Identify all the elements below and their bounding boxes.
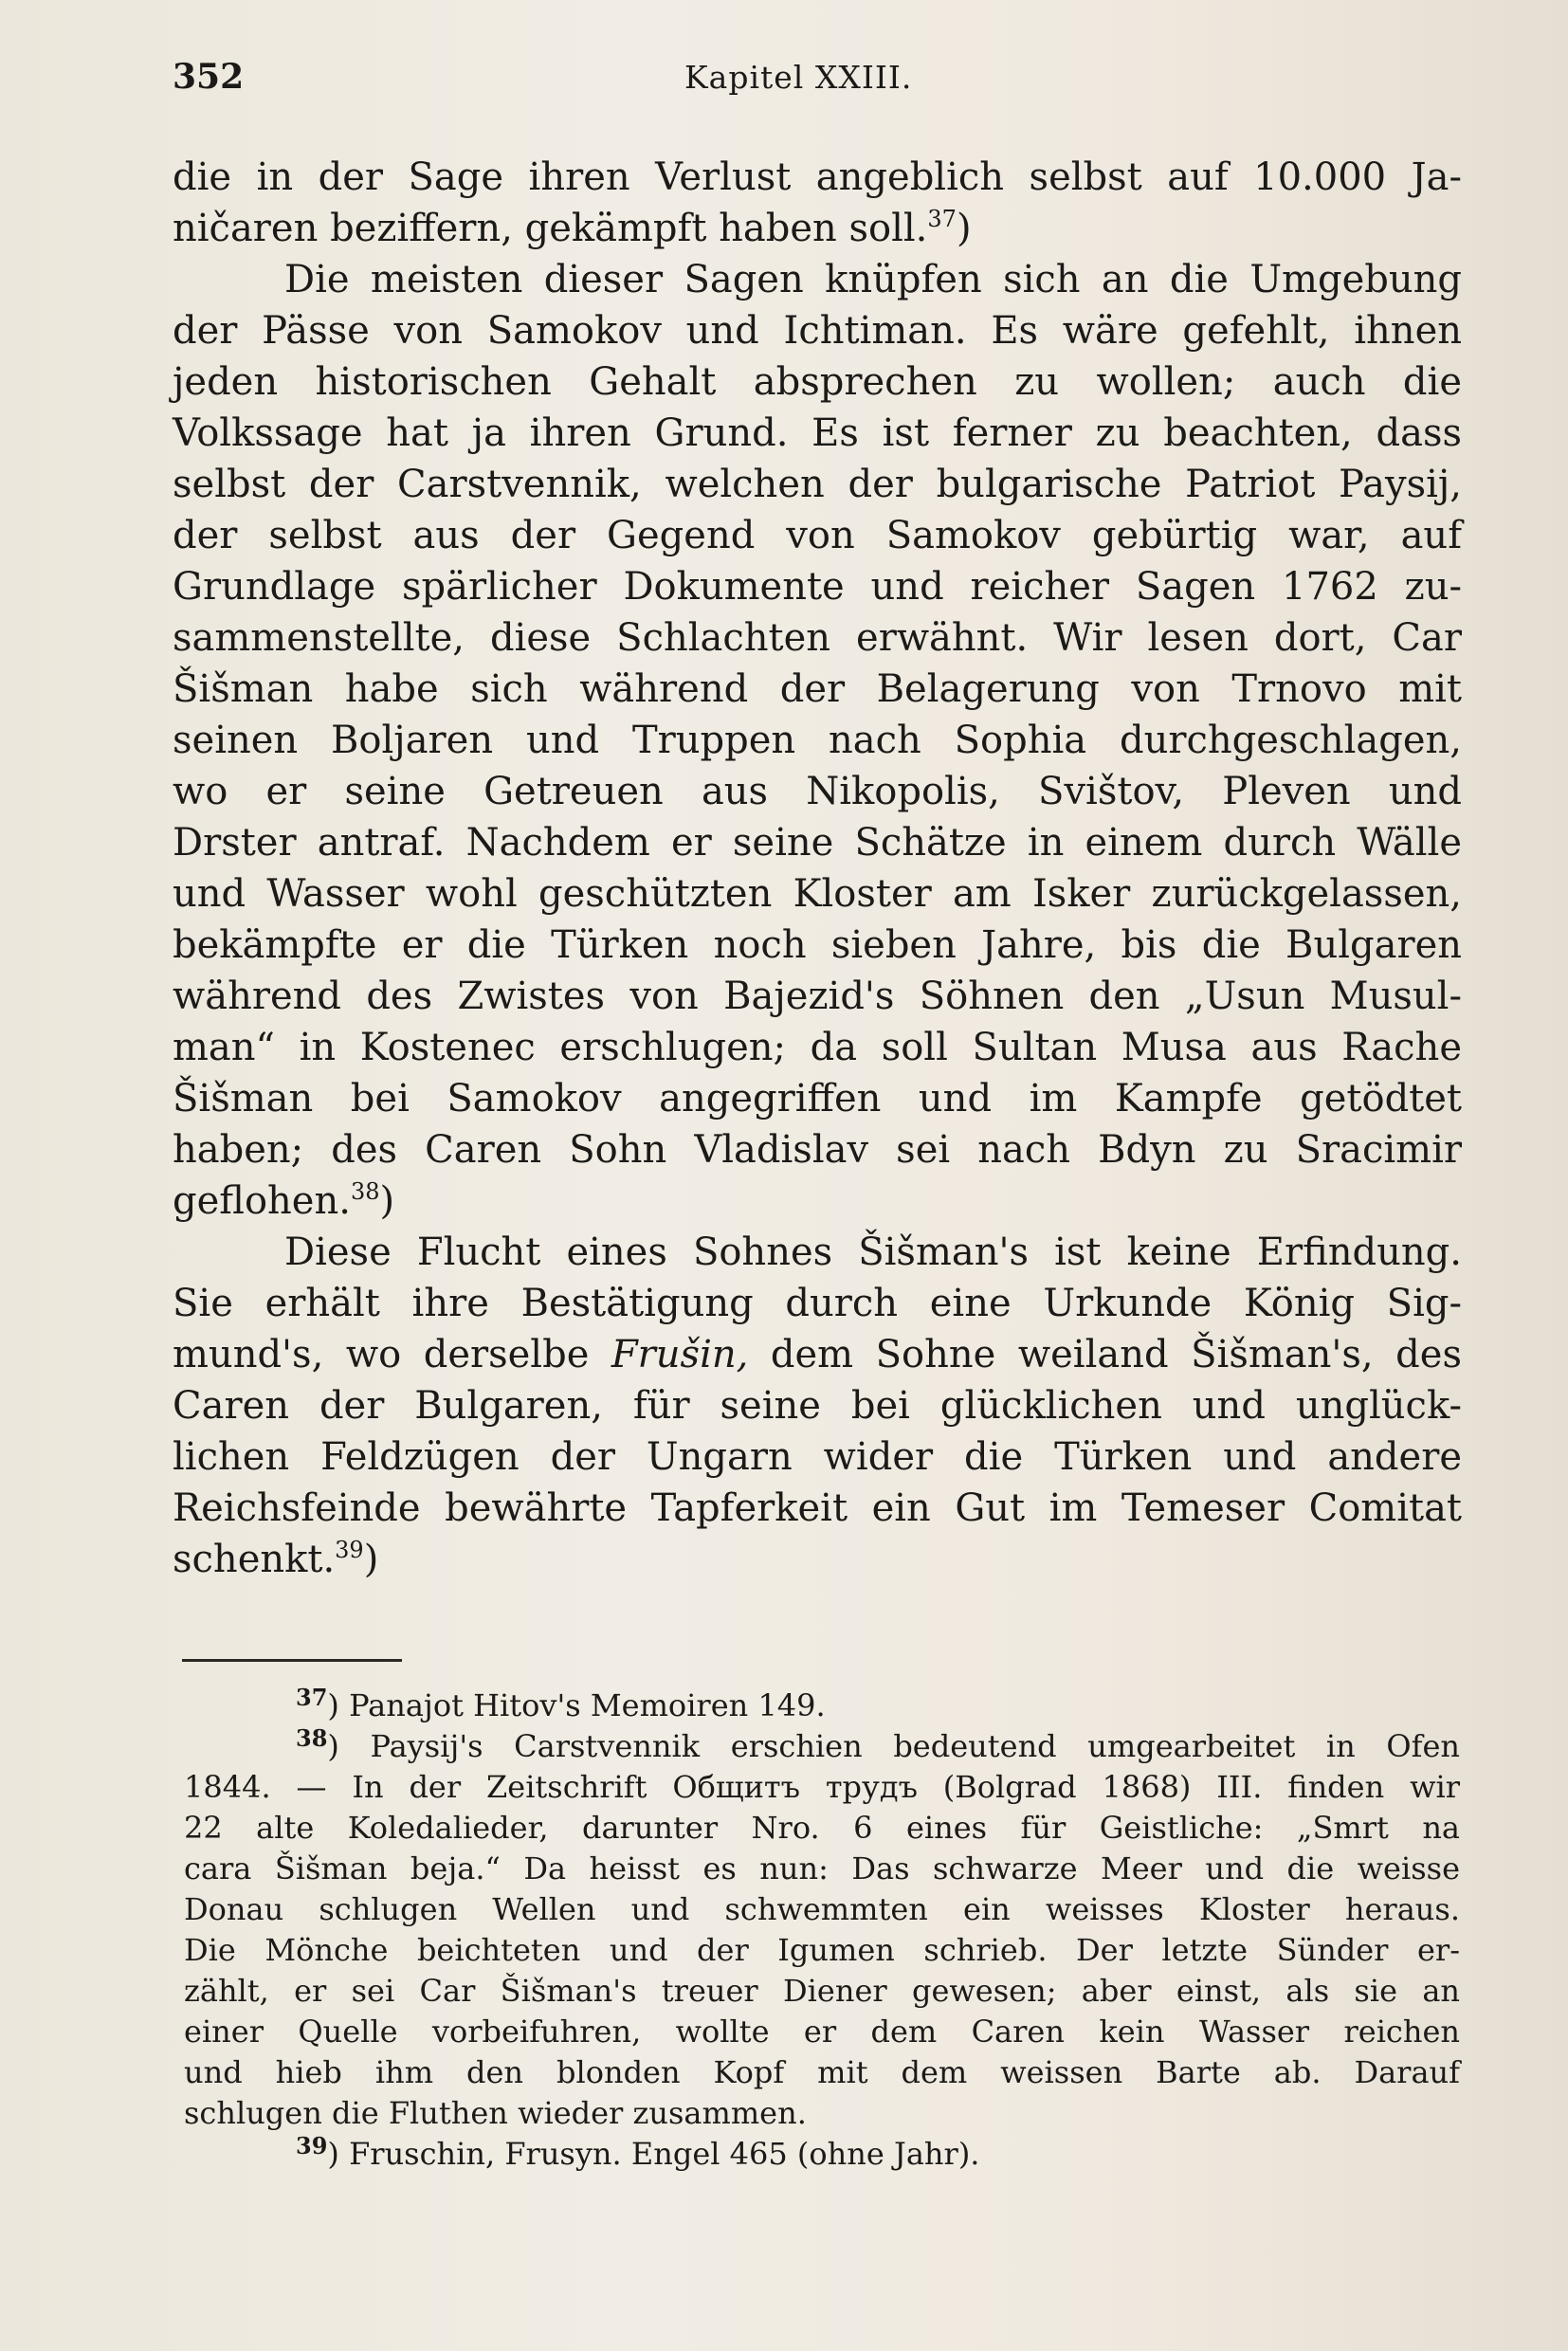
text-line: selbst der Carstvennik, welchen der bulgarische Patriot Paysij, bbox=[173, 463, 1462, 506]
text-line bbox=[173, 203, 1462, 254]
text-segment: geflohen. bbox=[173, 1179, 351, 1223]
footnote-line: schlugen die Fluthen wieder zusammen. bbox=[184, 2095, 807, 2131]
footnote-ref-39: 39 bbox=[335, 1537, 364, 1563]
footnote-ref-close: ) bbox=[379, 1179, 395, 1223]
text-line: der Pässe von Samokov und Ichtiman. Es wäre gefehlt, ihnen bbox=[173, 309, 1462, 353]
text-line: Grundlage spärlicher Dokumente und reicher Sagen 1762 zu- bbox=[173, 565, 1462, 609]
text-line bbox=[173, 1534, 1462, 1585]
running-title: Kapitel XXIII. bbox=[684, 59, 913, 96]
text-segment: schenkt. bbox=[173, 1538, 336, 1581]
italic-name: Frušin, bbox=[611, 1333, 749, 1376]
text-line: der selbst aus der Gegend von Samokov gebürtig war, auf bbox=[173, 514, 1462, 557]
footnote-line: 22 alte Koledalieder, darunter Nro. 6 eines für Geistliche: „Smrt na bbox=[184, 1810, 1460, 1846]
text-segment: dem Sohne weiland Šišman's, des bbox=[770, 1333, 1462, 1376]
page-number: 352 bbox=[173, 57, 245, 97]
text-line: seinen Boljaren und Truppen nach Sophia durchgeschlagen, bbox=[173, 719, 1462, 762]
footnote-line: einer Quelle vorbeifuhren, wollte er dem Caren kein Wasser reichen bbox=[184, 2014, 1460, 2050]
footnote-number: 38 bbox=[296, 1724, 328, 1752]
text-line: man“ in Kostenec erschlugen; da soll Sultan Musa aus Rache bbox=[173, 1026, 1462, 1069]
text-segment: ničaren beziffern, gekämpft haben soll. bbox=[173, 207, 928, 250]
footnote-38 bbox=[184, 1726, 1460, 1767]
footnote-ref-37: 37 bbox=[927, 206, 957, 232]
text-line: Šišman bei Samokov angegriffen und im Kampfe getödtet bbox=[173, 1077, 1462, 1121]
footnote-separator bbox=[182, 1659, 402, 1662]
footnote-ref-close: ) bbox=[956, 207, 972, 250]
footnote-line: Donau schlugen Wellen und schwemmten ein weisses Kloster heraus. bbox=[184, 1891, 1460, 1927]
text-line: Reichsfeinde bewährte Tapferkeit ein Gut im Temeser Comitat bbox=[173, 1486, 1462, 1530]
footnotes bbox=[184, 1686, 1460, 2175]
page-header bbox=[173, 57, 1462, 104]
text-line: und Wasser wohl geschützten Kloster am Isker zurückgelassen, bbox=[173, 872, 1462, 916]
footnote-ref-close: ) bbox=[363, 1538, 379, 1581]
footnote-37 bbox=[184, 1686, 1460, 1726]
text-line: jeden historischen Gehalt absprechen zu wollen; auch die bbox=[173, 360, 1462, 404]
footnote-number: 37 bbox=[296, 1684, 328, 1711]
text-line: die in der Sage ihren Verlust angeblich selbst auf 10.000 Ja- bbox=[173, 155, 1462, 199]
text-line: Die meisten dieser Sagen knüpfen sich an die Umgebung bbox=[284, 258, 1462, 301]
footnote-ref-38: 38 bbox=[350, 1178, 380, 1205]
text-line: lichen Feldzügen der Ungarn wider die Türken und andere bbox=[173, 1435, 1462, 1479]
footnote-number: 39 bbox=[296, 2132, 328, 2160]
text-segment: mund's, wo derselbe bbox=[173, 1333, 590, 1376]
text-line: während des Zwistes von Bajezid's Söhnen den „Usun Musul- bbox=[173, 975, 1462, 1018]
text-line bbox=[173, 1176, 1462, 1227]
footnote-line: 1844. — In der Zeitschrift Общитъ трудъ (Bolgrad 1868) III. finden wir bbox=[184, 1769, 1460, 1805]
text-line: bekämpfte er die Türken noch sieben Jahre, bis die Bulgaren bbox=[173, 923, 1462, 967]
text-line: haben; des Caren Sohn Vladislav sei nach Bdyn zu Sracimir bbox=[173, 1128, 1462, 1172]
text-line: Drster antraf. Nachdem er seine Schätze in einem durch Wälle bbox=[173, 821, 1462, 865]
footnote-39 bbox=[184, 2134, 1460, 2175]
footnote-line: und hieb ihm den blonden Kopf mit dem weissen Barte ab. Darauf bbox=[184, 2054, 1460, 2090]
text-line: wo er seine Getreuen aus Nikopolis, Svištov, Pleven und bbox=[173, 770, 1462, 813]
footnote-line: zählt, er sei Car Šišman's treuer Diener gewesen; aber einst, als sie an bbox=[184, 1973, 1460, 2009]
main-text bbox=[173, 152, 1462, 1585]
footnote-text: ) Panajot Hitov's Memoiren 149. bbox=[327, 1687, 826, 1723]
text-line bbox=[173, 1329, 1462, 1380]
text-line: sammenstellte, diese Schlachten erwähnt. Wir lesen dort, Car bbox=[173, 616, 1462, 660]
footnote-text: ) Fruschin, Frusyn. Engel 465 (ohne Jahr). bbox=[327, 2136, 980, 2172]
text-line: Caren der Bulgaren, für seine bei glücklichen und unglück- bbox=[173, 1384, 1462, 1428]
text-line: Diese Flucht eines Sohnes Šišman's ist keine Erfindung. bbox=[284, 1230, 1462, 1274]
text-line: Volkssage hat ja ihren Grund. Es ist ferner zu beachten, dass bbox=[173, 411, 1462, 455]
footnote-line: cara Šišman beja.“ Da heisst es nun: Das schwarze Meer und die weisse bbox=[184, 1850, 1460, 1886]
text-line: Sie erhält ihre Bestätigung durch eine Urkunde König Sig- bbox=[173, 1282, 1462, 1325]
text-line: Šišman habe sich während der Belagerung von Trnovo mit bbox=[173, 667, 1462, 711]
footnote-line: Die Mönche beichteten und der Igumen schrieb. Der letzte Sünder er- bbox=[184, 1932, 1460, 1968]
footnote-text: ) Paysij's Carstvennik erschien bedeutend umgearbeitet in Ofen bbox=[327, 1728, 1460, 1764]
